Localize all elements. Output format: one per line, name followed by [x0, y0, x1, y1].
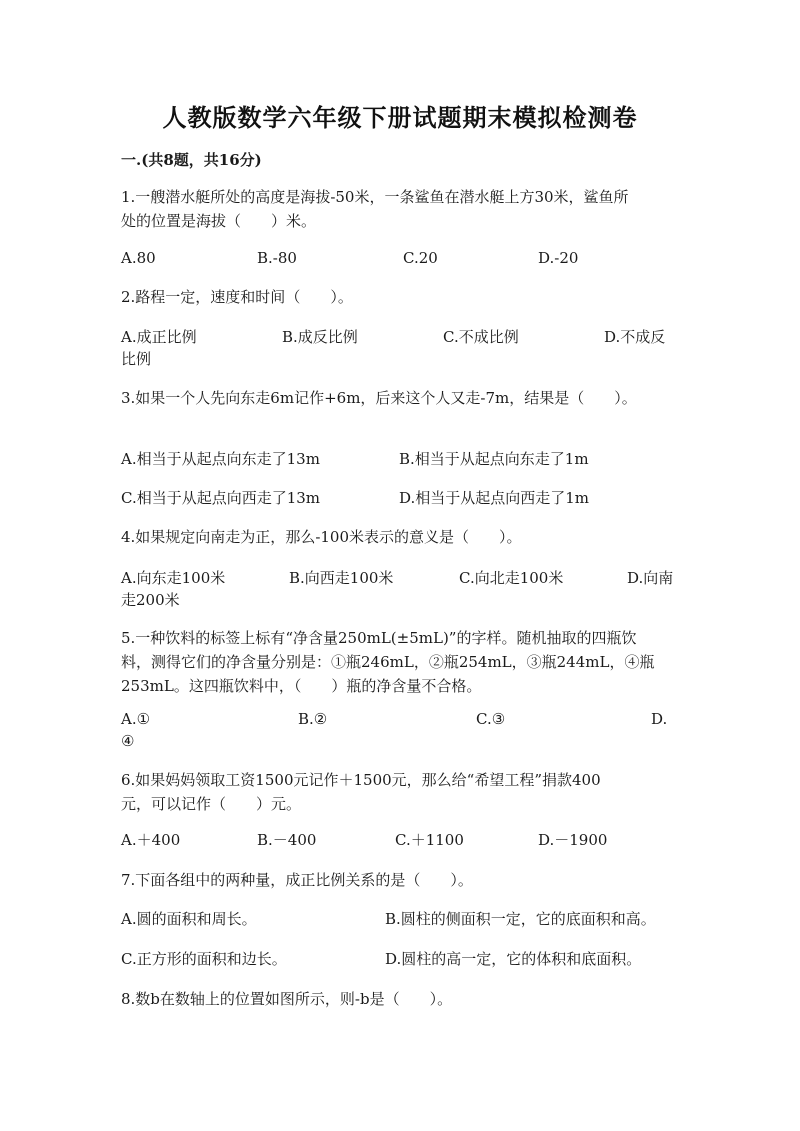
- question-4-option-b[interactable]: B.向西走100米: [289, 569, 394, 587]
- question-2-option-c[interactable]: C.不成比例: [443, 328, 519, 346]
- question-8: [121, 987, 681, 1011]
- question-6-option-b[interactable]: B.－400: [257, 831, 317, 849]
- question-8-line-1: 8.数b在数轴上的位置如图所示，则-b是（ ）。: [121, 990, 453, 1008]
- question-7-option-a[interactable]: A.圆的面积和周长。: [121, 910, 257, 928]
- question-7-options-row-2: [121, 947, 681, 971]
- question-2-option-d-continued: 比例: [121, 350, 152, 368]
- question-6-option-a[interactable]: A.＋400: [121, 831, 181, 849]
- question-5-option-d[interactable]: D.: [651, 710, 668, 728]
- question-3-option-b[interactable]: B.相当于从起点向东走了1m: [399, 450, 589, 468]
- question-3-option-a[interactable]: A.相当于从起点向东走了13m: [121, 450, 320, 468]
- question-5-line-1: 5.一种饮料的标签上标有“净含量250mL(±5mL)”的字样。随机抽取的四瓶饮: [121, 629, 637, 647]
- question-5-option-c[interactable]: C.③: [476, 710, 506, 728]
- question-3: [121, 386, 681, 410]
- question-4-option-d-continued: 走200米: [121, 591, 180, 609]
- question-1-option-b[interactable]: B.-80: [257, 249, 297, 267]
- question-3-option-c[interactable]: C.相当于从起点向西走了13m: [121, 489, 321, 507]
- question-4-option-c[interactable]: C.向北走100米: [459, 569, 564, 587]
- question-3-option-d[interactable]: D.相当于从起点向西走了1m: [399, 489, 590, 507]
- question-7-option-d[interactable]: D.圆柱的高一定，它的体积和底面积。: [385, 950, 642, 968]
- question-5-option-b[interactable]: B.②: [298, 710, 328, 728]
- question-5-line-3: 253mL。这四瓶饮料中，（ ）瓶的净含量不合格。: [121, 677, 482, 695]
- question-5-option-a[interactable]: A.①: [121, 710, 151, 728]
- question-2-options: [121, 325, 681, 349]
- question-4-option-a[interactable]: A.向东走100米: [121, 569, 226, 587]
- question-2-option-a[interactable]: A.成正比例: [121, 328, 197, 346]
- question-7: [121, 868, 681, 892]
- question-3-line-1: 3.如果一个人先向东走6m记作+6m，后来这个人又走-7m，结果是（ ）。: [121, 389, 637, 407]
- question-1-line-1: 1.一艘潜水艇所处的高度是海拔-50米，一条鲨鱼在潜水艇上方30米，鲨鱼所: [121, 188, 629, 206]
- question-1: [121, 185, 681, 233]
- question-5-option-d-continued: ④: [121, 732, 135, 750]
- question-1-line-2: 处的位置是海拔（ ）米。: [121, 212, 317, 230]
- question-3-options-row-1: [121, 447, 681, 471]
- question-2-option-d[interactable]: D.不成反: [604, 328, 666, 346]
- question-6-line-2: 元，可以记作（ ）元。: [121, 795, 302, 813]
- question-1-option-a[interactable]: A.80: [121, 249, 156, 267]
- question-2-line-1: 2.路程一定，速度和时间（ ）。: [121, 288, 353, 306]
- question-7-option-b[interactable]: B.圆柱的侧面积一定，它的底面积和高。: [385, 910, 656, 928]
- question-3-options-row-2: [121, 486, 681, 510]
- question-5: [121, 626, 681, 698]
- question-7-options-row-1: [121, 907, 681, 931]
- question-4-option-d[interactable]: D.向南: [627, 569, 674, 587]
- question-2: [121, 285, 681, 309]
- section-heading: 一.(共8题，共16分): [121, 151, 262, 169]
- question-7-line-1: 7.下面各组中的两种量，成正比例关系的是（ ）。: [121, 871, 473, 889]
- question-4-options: [121, 566, 681, 590]
- question-4-line-1: 4.如果规定向南走为正，那么-100米表示的意义是（ ）。: [121, 528, 522, 546]
- question-2-option-b[interactable]: B.成反比例: [282, 328, 358, 346]
- question-6: [121, 768, 681, 816]
- question-6-options: [121, 828, 681, 852]
- question-6-line-1: 6.如果妈妈领取工资1500元记作＋1500元，那么给“希望工程”捐款400: [121, 771, 601, 789]
- question-5-options: [121, 707, 681, 731]
- page-title: 人教版数学六年级下册试题期末模拟检测卷: [162, 103, 638, 132]
- question-1-option-c[interactable]: C.20: [403, 249, 438, 267]
- question-1-option-d[interactable]: D.-20: [538, 249, 579, 267]
- question-1-options: [121, 246, 681, 270]
- question-7-option-c[interactable]: C.正方形的面积和边长。: [121, 950, 287, 968]
- question-4: [121, 525, 681, 549]
- question-6-option-c[interactable]: C.＋1100: [395, 831, 464, 849]
- question-6-option-d[interactable]: D.－1900: [538, 831, 608, 849]
- question-5-line-2: 料，测得它们的净含量分别是：①瓶246mL，②瓶254mL，③瓶244mL，④瓶: [121, 653, 655, 671]
